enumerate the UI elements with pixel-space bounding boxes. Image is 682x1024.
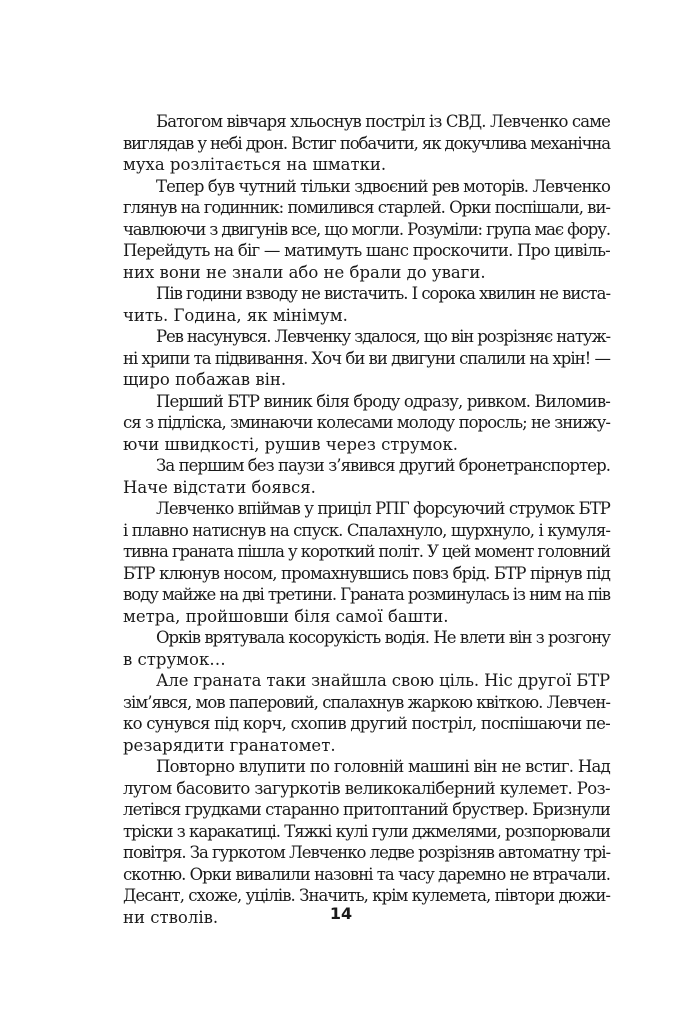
- text-line: Тепер був чутний тільки здвоєний рев моторів. Левченко: [156, 176, 610, 196]
- text-line: БТР клюнув носом, промахнувшись повз брід. БТР пірнув під: [123, 563, 611, 583]
- text-line: ючи швидкості, рушив через струмок.: [123, 434, 459, 454]
- text-line: ко сунувся під корч, схопив другий постріл, поспішаючи пе-: [123, 714, 610, 733]
- text-line: тивна граната пішла у короткий політ. У цей момент головний: [123, 542, 610, 561]
- text-line: резарядити гранатомет.: [123, 735, 336, 755]
- text-line: Орків врятувала косорукість водія. Не влети він з розгону: [156, 628, 610, 647]
- text-line: щиро побажав він.: [123, 370, 287, 389]
- text-line: муха розлітається на шматки.: [123, 155, 387, 174]
- text-line: в струмок…: [123, 649, 226, 669]
- text-line: метра, пройшовши біля самої башти.: [123, 606, 449, 626]
- text-line: воду майже на дві третини. Граната розминулась із ним на пів: [123, 585, 610, 604]
- text-line: скотню. Орки вивалили назовні та часу даремно не втрачали.: [123, 864, 611, 884]
- text-line: Але граната таки знайшла свою ціль. Ніс другої БТР: [156, 671, 611, 690]
- text-line: них вони не знали або не брали до уваги.: [123, 262, 486, 282]
- text-line: ні хрипи та підвивання. Хоч би ви двигуни спалили на хрін! —: [123, 348, 610, 368]
- text-line: ся з підліска, зминаючи колесами молоду поросль; не знижу-: [123, 413, 610, 432]
- text-line: зім’явся, мов паперовий, спалахнув жаркою квіткою. Левчен-: [123, 692, 611, 712]
- text-line: Рев насунувся. Левченку здалося, що він розрізняє натуж-: [156, 327, 611, 346]
- text-line: летівся грудками старанно притоптаний бруствер. Бризнули: [123, 800, 611, 819]
- page-number: 14: [329, 904, 353, 923]
- text-line: і плавно натиснув на спуск. Спалахнуло, шурхнуло, і кумуля-: [123, 520, 611, 540]
- text-line: Перший БТР виник біля броду одразу, ривком. Виломив-: [156, 391, 611, 411]
- text-line: глянув на годинник: помилився старлей. Орки поспішали, ви-: [123, 198, 610, 217]
- text-line: Наче відстати боявся.: [123, 477, 316, 497]
- text-line: виглядав у небі дрон. Встиг побачити, як докучлива механічна: [123, 133, 610, 153]
- text-line: Левченко впіймав у приціл РПГ форсуючий струмок БТР: [156, 499, 610, 518]
- text-line: Пів години взводу не вистачить. І сорока хвилин не виста-: [156, 284, 610, 303]
- text-line: лугом басовито загуркотів великокаліберний кулемет. Роз-: [123, 778, 611, 798]
- text-line: повітря. За гуркотом Левченко ледве розрізняв автоматну трі-: [123, 843, 610, 862]
- text-line: ни стволів.: [123, 907, 219, 927]
- text-line: Повторно влупити по головній машині він не встиг. Над: [156, 757, 611, 776]
- text-line: чавлюючи з двигунів все, що могли. Розуміли: група має фору.: [123, 219, 610, 239]
- text-line: Десант, схоже, уцілів. Значить, крім кулемета, півтори дюжи-: [123, 886, 610, 905]
- text-line: тріски з каракатиці. Тяжкі кулі гули джмелями, розпорювали: [123, 821, 610, 841]
- text-line: чить. Година, як мінімум.: [123, 305, 348, 325]
- text-line: За першим без паузи з’явився другий бронетранспортер.: [156, 456, 611, 475]
- body-text: [123, 111, 610, 928]
- text-line: Батогом вівчаря хльоснув постріл із СВД. Левченко саме: [156, 112, 611, 131]
- text-line: Перейдуть на біг — матимуть шанс проскочити. Про цивіль-: [123, 241, 610, 260]
